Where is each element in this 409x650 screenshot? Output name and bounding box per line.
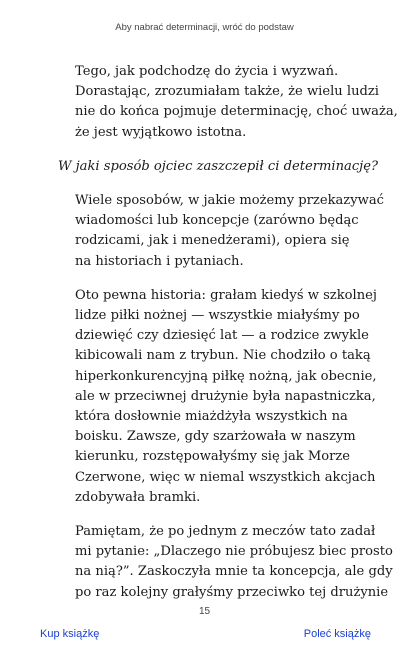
text-line: nie do końca pojmuje determinację, choć uważa, [75, 104, 398, 120]
text-line: po raz kolejny grałyśmy przeciwko tej drużynie [75, 584, 389, 600]
text-line: hiperkonkurencyjną piłkę nożną, jak obecnie, [75, 368, 377, 384]
paragraph-3 [75, 286, 377, 508]
recommend-book-link[interactable]: Poleć książkę [303, 628, 371, 640]
buy-book-link[interactable]: Kup książkę [40, 628, 100, 640]
text-line: że jest wyjątkowo istotna. [75, 124, 247, 140]
text-line: Pamiętam, że po jednym z meczów tato zadał [75, 524, 376, 540]
text-line: zdobywała bramki. [75, 489, 201, 505]
interview-question: W jaki sposób ojciec zaszczepił ci determinację? [58, 158, 378, 174]
page-content [58, 62, 398, 617]
text-line: dziewięć czy dziesięć lat — a rodzice zwykle [75, 328, 369, 344]
paragraph-4 [75, 522, 393, 603]
text-line: na historiach i pytaniach. [75, 253, 244, 269]
running-header: Aby nabrać determinacji, wróć do podstaw [115, 22, 294, 33]
text-line: lidze piłki nożnej — wszystkie miałyśmy po [75, 308, 360, 324]
text-line: ale w przeciwnej drużynie była napastniczka, [75, 388, 376, 404]
text-line: boisku. Zawsze, gdy szarżowała w naszym [75, 429, 356, 445]
text-line: kibicowali nam z trybun. Nie chodziło o taką [75, 348, 371, 364]
text-line: rodzicami, jak i menedżerami), opiera się [75, 233, 350, 249]
text-line: Czerwone, więc w niemal wszystkich akcjach [75, 469, 376, 485]
text-line: Wiele sposobów, w jakie możemy przekazywać [75, 193, 384, 209]
paragraph-2 [75, 191, 384, 272]
text-line: na nią?”. Zaskoczyła mnie ta koncepcja, ale gdy [75, 564, 393, 580]
text-line: wiadomości lub koncepcje (zarówno będąc [75, 213, 359, 229]
text-line: która dosłownie miażdżyła wszystkich na [75, 409, 348, 425]
text-line: Dorastając, zrozumiałam także, że wielu ludzi [75, 84, 379, 100]
text-line: kierunku, rozstępowałyśmy się jak Morze [75, 449, 351, 465]
paragraph-1 [75, 62, 398, 143]
page-number: 15 [198, 606, 211, 617]
text-line: Tego, jak podchodzę do życia i wyzwań. [75, 64, 339, 79]
text-line: Oto pewna historia: grałam kiedyś w szkolnej [75, 287, 377, 303]
text-line: mi pytanie: „Dlaczego nie próbujesz biec prosto [75, 544, 393, 560]
